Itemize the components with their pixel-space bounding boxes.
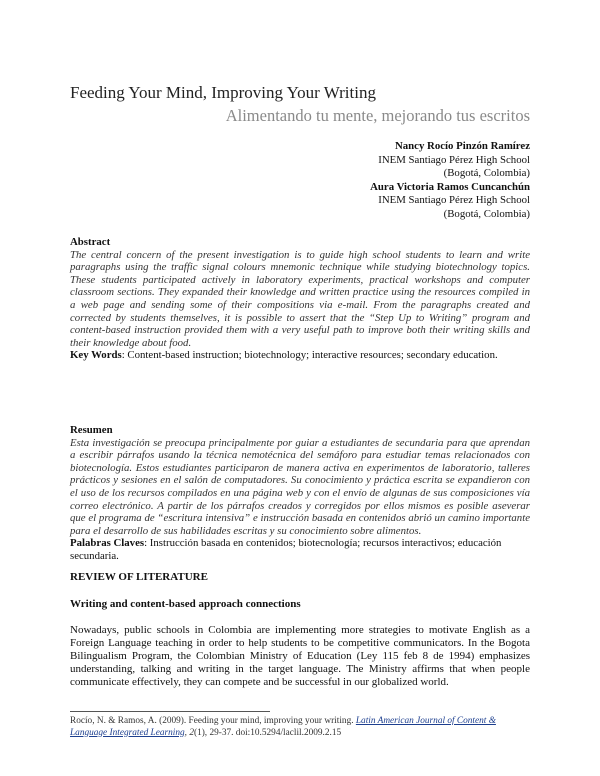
keywords-text: : Content-based instruction; biotechnology; interactive resources; secondary education. [121, 349, 498, 362]
citation-authors: Rocío, N. & Ramos, A. (2009). Feeding your mind, improving your writing. [70, 716, 356, 726]
resumen-heading: Resumen [70, 424, 113, 436]
abstract-heading: Abstract [70, 236, 111, 248]
author-block [230, 140, 530, 221]
body-paragraph: Nowadays, public schools in Colombia are implementing more strategies to motivate English as a Foreign Language teaching in order to help students to be competitive communicators. In the Bogota Bilingualism Program, the Colombian Ministry of Education (Ley 115 feb 8 de 1994) emphasizes understanding, talking and writing in the target language. The Ministry affirms that when people communicate effectively, they can compete and be successful in our globalized world. [70, 624, 530, 688]
author-location: (Bogotá, Colombia) [443, 167, 530, 179]
palabras-claves-label: Palabras Claves [70, 537, 145, 550]
subsection-heading: Writing and content-based approach connections [70, 598, 301, 610]
footer-divider [70, 711, 270, 712]
author-name: Nancy Rocío Pinzón Ramírez [394, 140, 530, 152]
paper-title: Feeding Your Mind, Improving Your Writing [70, 83, 376, 102]
citation-footer [70, 716, 530, 739]
citation-details: (1), 29-37. doi:10.5294/laclil.2009.2.15 [193, 727, 342, 738]
paper-subtitle: Alimentando tu mente, mejorando tus escritos [225, 106, 530, 125]
abstract-keywords [70, 349, 530, 362]
abstract-section [70, 236, 530, 362]
resumen-text: Esta investigación se preocupa principalmente por guiar a estudiantes de secundaria para que aprendan a escribir párrafos usando la técnica nemotécnica del semáforo para estudiar temas relacionados con biotecnología. Estos estudiantes participaron de manera activa en experimentos de laboratorio, talleres prácticos y sesiones en el salón de computadores. Su conocimiento y práctica escrita se expandieron con el uso de los recursos compilados en una página web y con el envío de algunas de sus composiciones vía correo electrónico. A partir de los párrafos creados y corregidos por ellos mismos es posible aseverar que el programa de “escritura intensiva” e instrucción basada en contenidos abrió un camino importante para el desarrollo de sus habilidades escritas y su conocimiento sobre alimentos. [70, 436, 530, 537]
abstract-text: The central concern of the present investigation is to guide high school students to learn and write paragraphs using the traffic signal colours mnemonic technique while studying biotechnology topics. These students participated actively in laboratory experiments, practical workshops and computer classroom sections. They expanded their knowledge and written practice using the resources compiled in a web page and sending some of their compositions via e-mail. From the paragraphs created and corrected by students themselves, it is possible to assert that the “Step Up to Writing” program and content-based instruction provided them with a very useful path to improve both their writing skills and their knowledge about food. [70, 248, 530, 349]
palabras-claves-text: : Instrucción basada en contenidos; biotecnología; recursos interactivos; educación secundaria. [70, 537, 502, 562]
journal-link[interactable]: Latin American Journal of Content & Language Integrated Learning [70, 716, 496, 738]
author-location: (Bogotá, Colombia) [443, 207, 530, 220]
author-name: Aura Victoria Ramos Cuncanchún [370, 180, 530, 193]
citation-separator: , [184, 727, 190, 738]
resumen-section [70, 424, 530, 563]
author-affiliation: INEM Santiago Pérez High School [378, 153, 530, 166]
section-heading: REVIEW OF LITERATURE [70, 571, 208, 583]
citation-volume: 2 [189, 727, 194, 738]
author-affiliation: INEM Santiago Pérez High School [378, 194, 530, 206]
keywords-label: Key Words [70, 349, 122, 362]
resumen-keywords [70, 537, 530, 562]
